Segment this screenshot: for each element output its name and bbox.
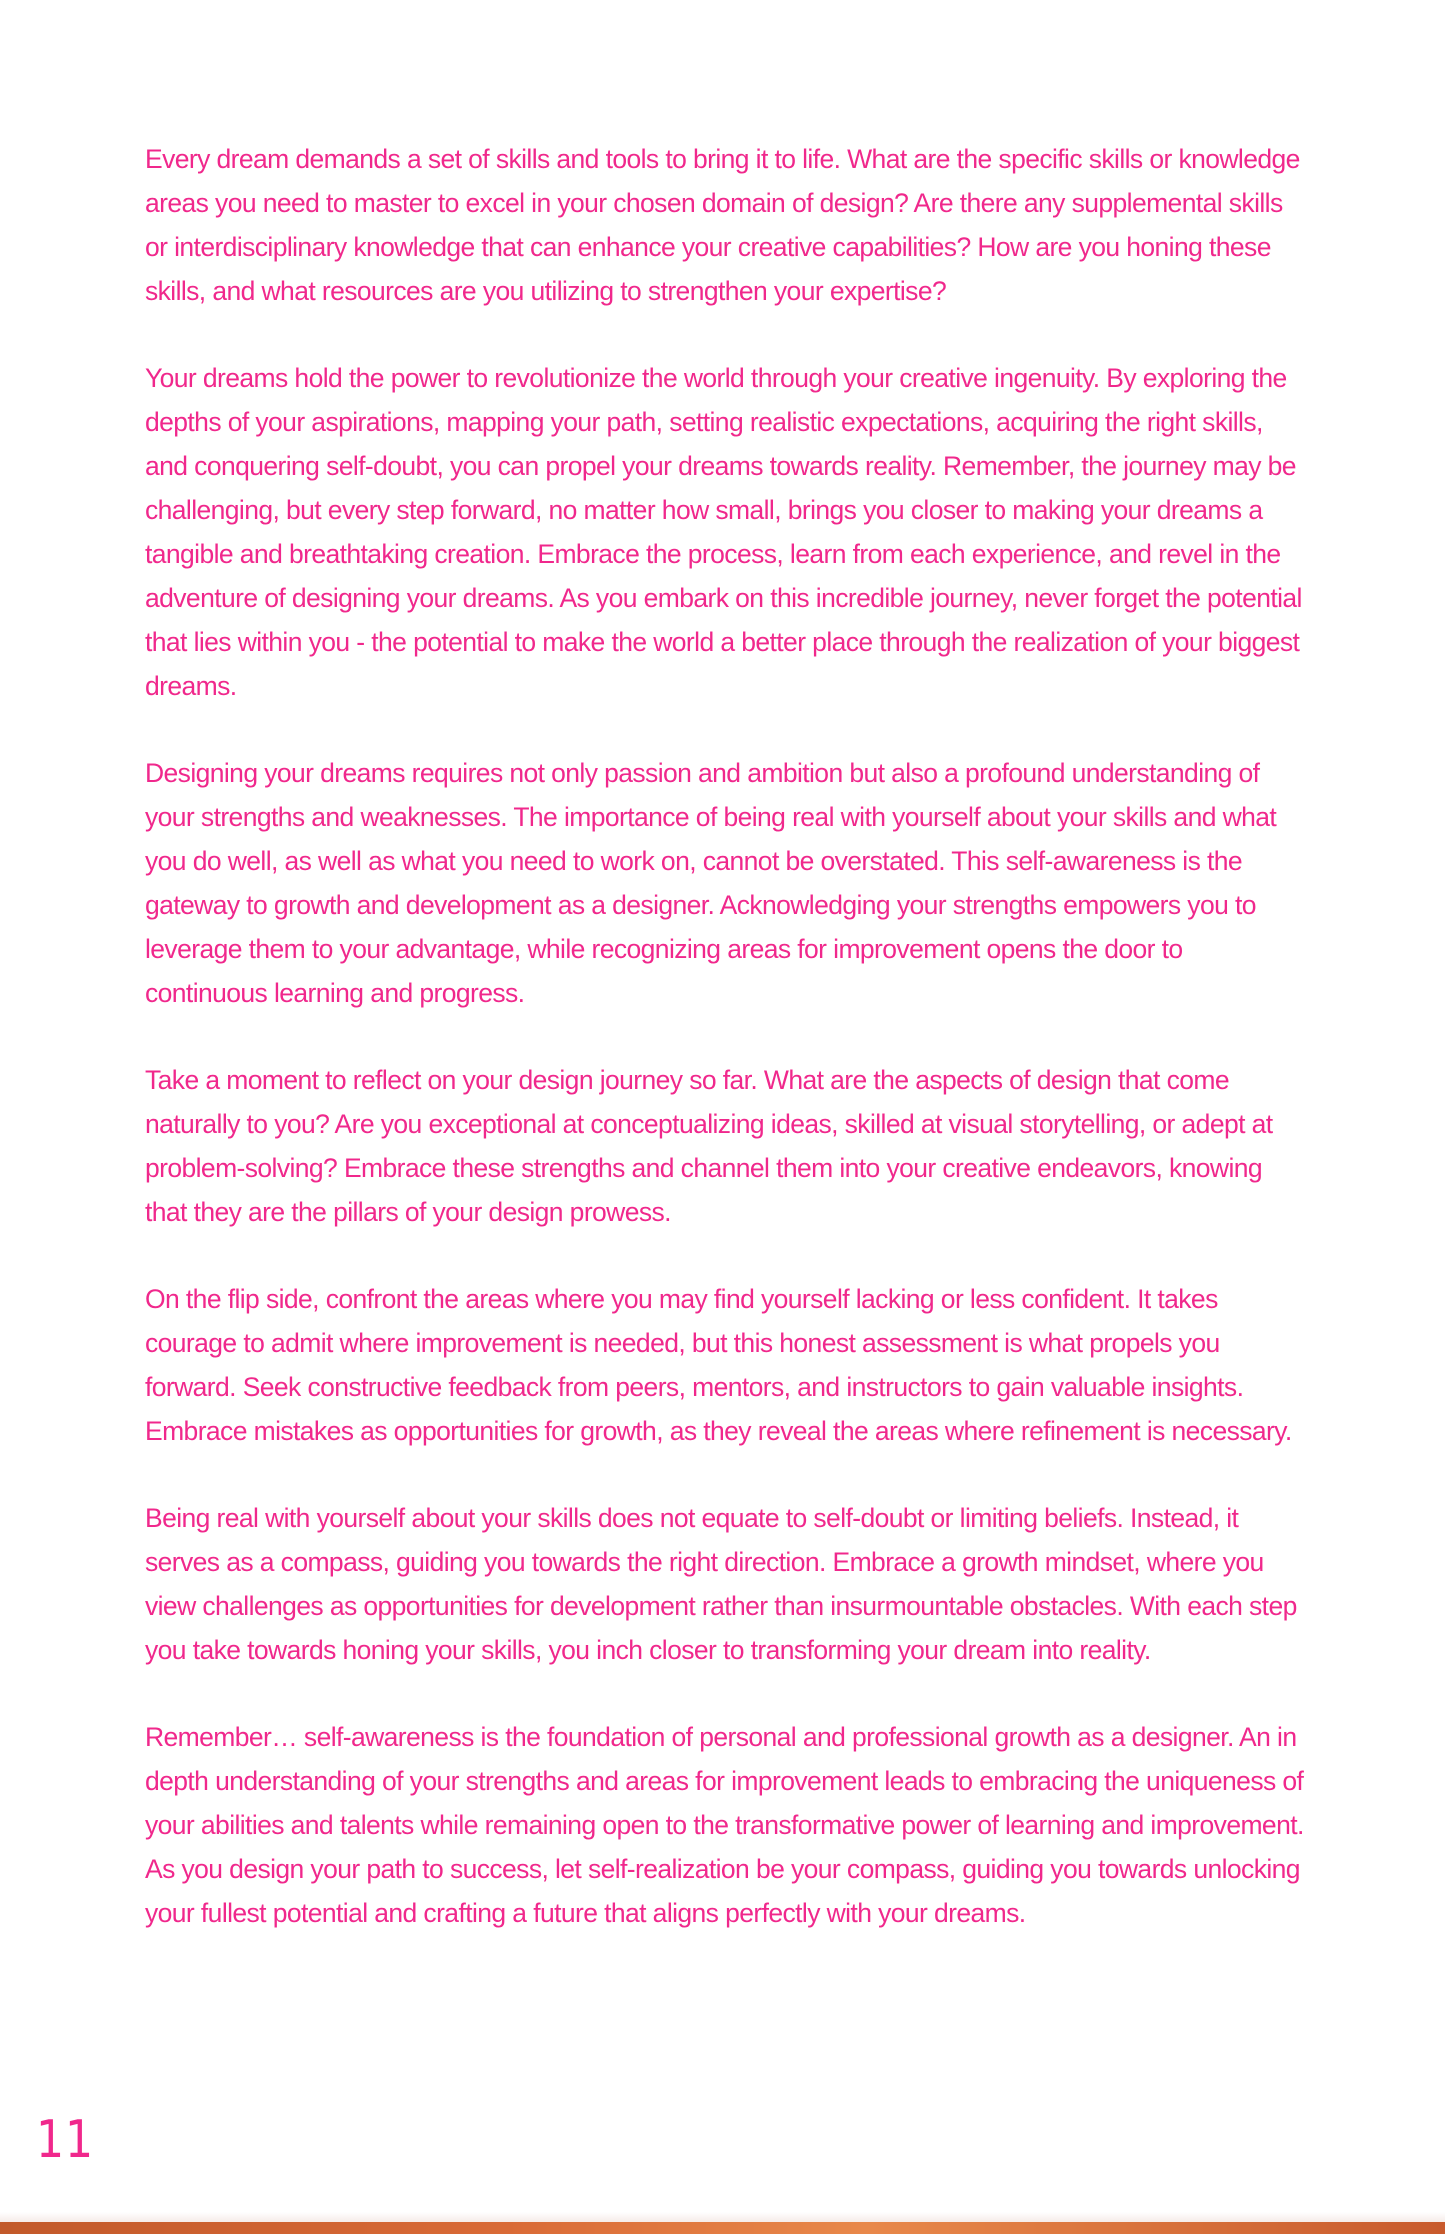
bottom-edge-shadow: [0, 2212, 1445, 2222]
paragraph-5: On the flip side, confront the areas where you may find yourself lacking or less confident. It takes courage to admit where improvement is needed, but this honest assessment is what propels you forward. Seek constructive feedback from peers, mentors, and instructors to gain valuable insights. Embrace mistakes as opportunities for growth, as they reveal the areas where refinement is necessary.: [145, 1284, 1292, 1446]
paragraph-3: Designing your dreams requires not only passion and ambition but also a profound understanding of your strengths and weaknesses. The importance of being real with yourself about your skills and what you do well, as well as what you need to work on, cannot be overstated. This self-awareness is the gateway to growth and development as a designer. Acknowledging your strengths empowers you to leverage them to your advantage, while recognizing areas for improvement opens the door to continuous learning and progress.: [145, 758, 1277, 1008]
bottom-color-band: [0, 2222, 1445, 2234]
body-text: [145, 137, 1305, 1978]
paragraph-6: Being real with yourself about your skills does not equate to self-doubt or limiting beliefs. Instead, it serves as a compass, guiding you towards the right direction. Embrace a growth mindset, where you view challenges as opportunities for development rather than insurmountable obstacles. With each step you take towards honing your skills, you inch closer to transforming your dream into reality.: [145, 1503, 1297, 1665]
paragraph-2: Your dreams hold the power to revolutionize the world through your creative ingenuity. By exploring the depths of your aspirations, mapping your path, setting realistic expectations, acquiring the right skills, and conquering self-doubt, you can propel your dreams towards reality. Remember, the journey may be challenging, but every step forward, no matter how small, brings you closer to making your dreams a tangible and breathtaking creation. Embrace the process, learn from each experience, and revel in the adventure of designing your dreams. As you embark on this incredible journey, never forget the potential that lies within you - the potential to make the world a better place through the realization of your biggest dreams.: [145, 363, 1302, 701]
page-number: 11: [36, 2110, 94, 2170]
paragraph-7: Remember… self-awareness is the foundation of personal and professional growth as a designer. An in depth understanding of your strengths and areas for improvement leads to embracing the uniqueness of your abilities and talents while remaining open to the transformative power of learning and improvement. As you design your path to success, let self-realization be your compass, guiding you towards unlocking your fullest potential and crafting a future that aligns perfectly with your dreams.: [145, 1722, 1304, 1928]
paragraph-4: Take a moment to reflect on your design journey so far. What are the aspects of design that come naturally to you? Are you exceptional at conceptualizing ideas, skilled at visual storytelling, or adept at problem-solving? Embrace these strengths and channel them into your creative endeavors, knowing that they are the pillars of your design prowess.: [145, 1065, 1273, 1227]
paragraph-1: Every dream demands a set of skills and tools to bring it to life. What are the specific skills or knowledge areas you need to master to excel in your chosen domain of design? Are there any supplemental skills or interdisciplinary knowledge that can enhance your creative capabilities? How are you honing these skills, and what resources are you utilizing to strengthen your expertise?: [145, 144, 1300, 306]
